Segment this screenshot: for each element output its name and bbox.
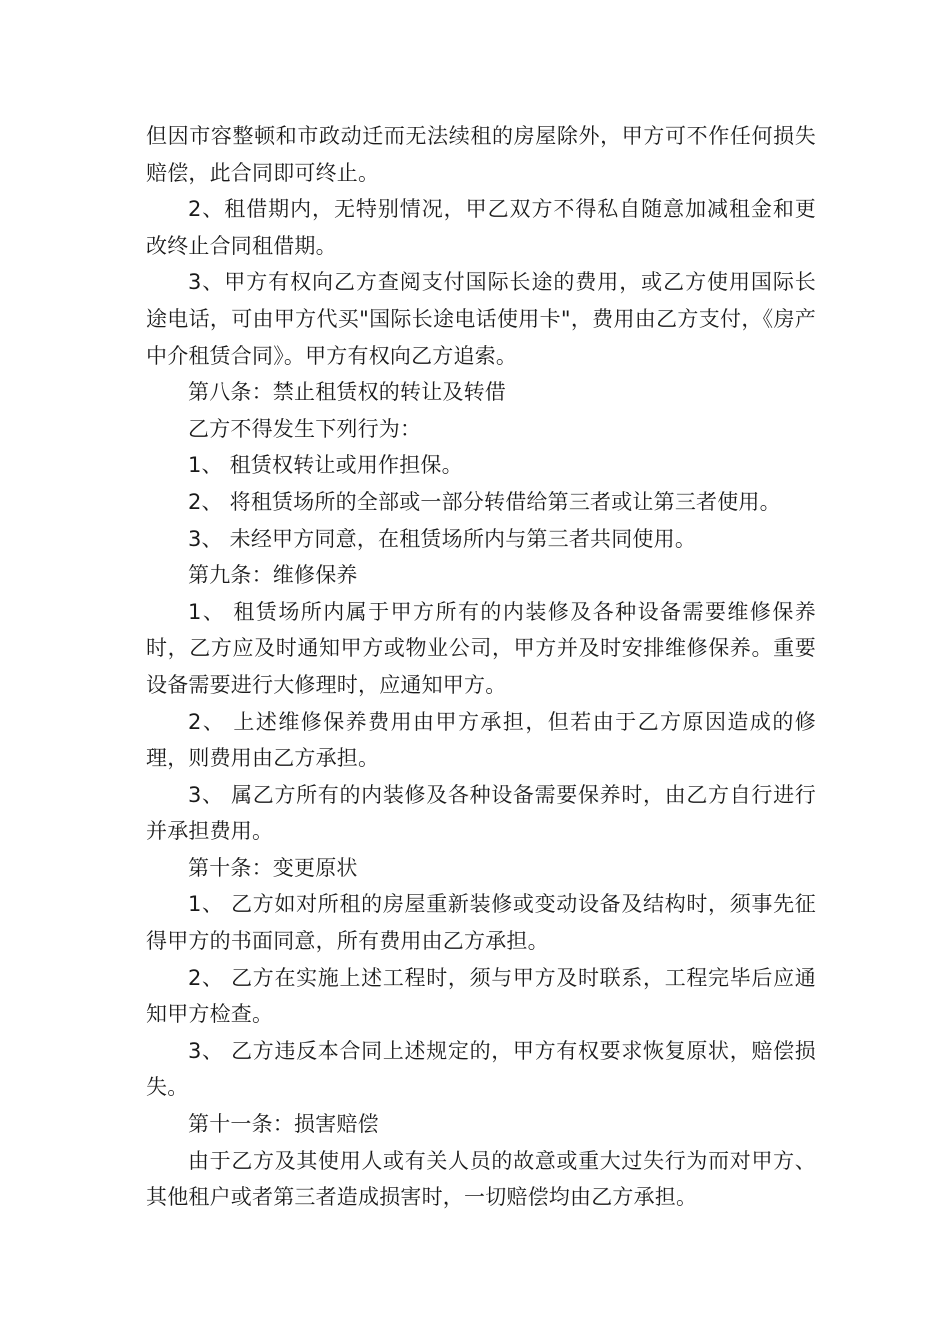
list-item-article-9-2: 2、 上述维修保养费用由甲方承担，但若由于乙方原因造成的修理，则费用由乙方承担。 <box>146 709 816 771</box>
paragraph-clause-2: 2、租借期内，无特别情况，甲乙双方不得私自随意加减租金和更改终止合同租借期。 <box>146 197 816 258</box>
paragraph-continuation: 但因市容整顿和市政动迁而无法续租的房屋除外，甲方可不作任何损失赔偿，此合同即可终止。 <box>146 124 816 185</box>
list-item-article-10-1: 1、 乙方如对所租的房屋重新装修或变动设备及结构时，须事先征得甲方的书面同意，所有费用由乙方承担。 <box>146 892 816 954</box>
list-item-article-10-2: 2、 乙方在实施上述工程时，须与甲方及时联系，工程完毕后应通知甲方检查。 <box>146 965 816 1027</box>
heading-article-9: 第九条：维修保养 <box>188 563 358 588</box>
paragraph-article-11: 由于乙方及其使用人或有关人员的故意或重大过失行为而对甲方、其他租户或者第三者造成损害时，一切赔偿均由乙方承担。 <box>146 1148 816 1210</box>
list-item-article-9-1: 1、 租赁场所内属于甲方所有的内装修及各种设备需要维修保养时，乙方应及时通知甲方或物业公司，甲方并及时安排维修保养。重要设备需要进行大修理时，应通知甲方。 <box>146 599 816 697</box>
list-item-article-8-3: 3、 未经甲方同意，在租赁场所内与第三者共同使用。 <box>188 526 697 551</box>
heading-article-11: 第十一条：损害赔偿 <box>188 1112 379 1137</box>
list-item-article-10-3: 3、 乙方违反本合同上述规定的，甲方有权要求恢复原状，赔偿损失。 <box>146 1038 816 1100</box>
paragraph-clause-3: 3、甲方有权向乙方查阅支付国际长途的费用，或乙方使用国际长途电话，可由甲方代买"国际长途电话使用卡"，费用由乙方支付，《房产中介租赁合同》。甲方有权向乙方追索。 <box>146 270 816 368</box>
list-item-article-8-2: 2、 将租赁场所的全部或一部分转借给第三者或让第三者使用。 <box>188 489 781 514</box>
heading-article-8: 第八条：禁止租赁权的转让及转借 <box>188 380 506 405</box>
document-body <box>146 118 816 1216</box>
list-item-article-9-3: 3、 属乙方所有的内装修及各种设备需要保养时，由乙方自行进行并承担费用。 <box>146 782 816 844</box>
heading-article-10: 第十条：变更原状 <box>188 855 358 880</box>
paragraph-article-8-intro: 乙方不得发生下列行为： <box>188 416 422 441</box>
list-item-article-8-1: 1、 租赁权转让或用作担保。 <box>188 453 463 478</box>
